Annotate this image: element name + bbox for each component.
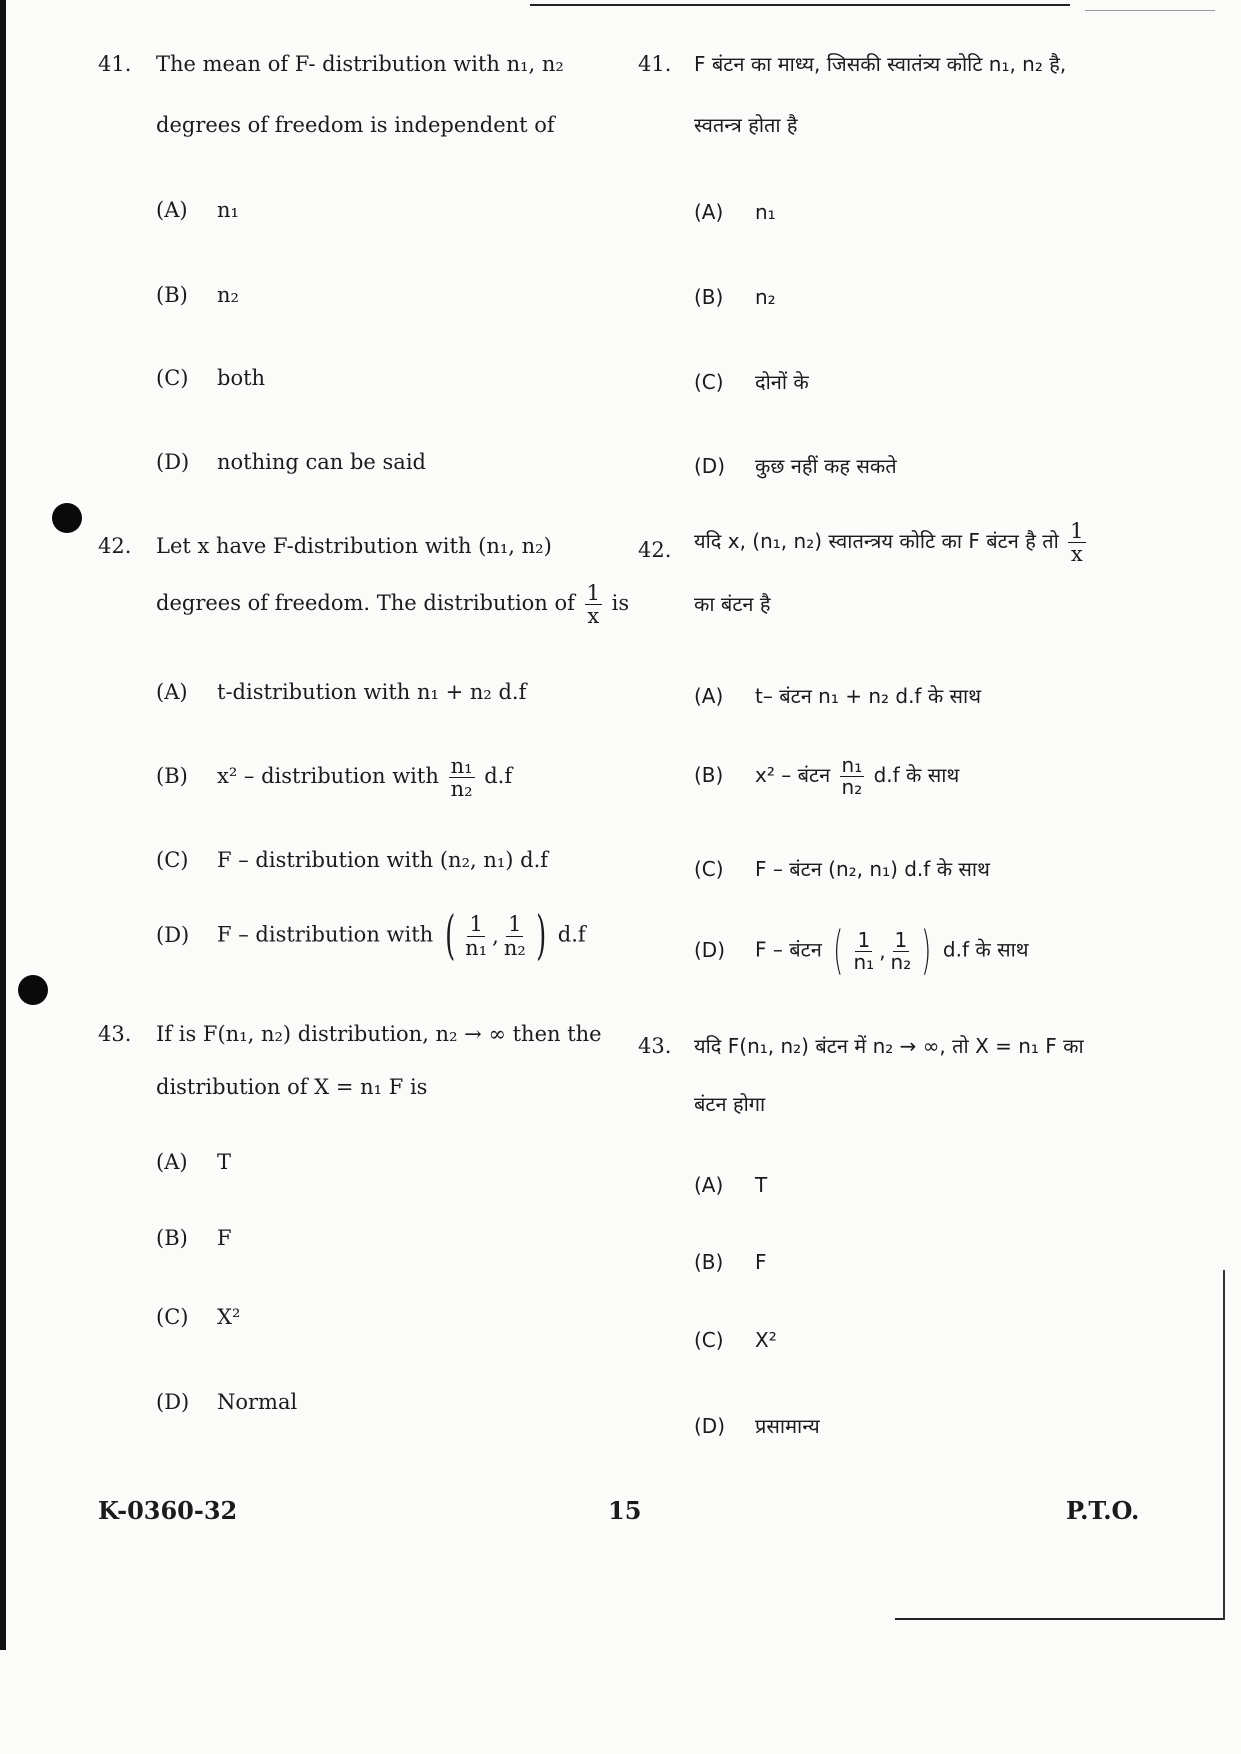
option-text: T [755, 1173, 768, 1197]
option-text: T [217, 1150, 232, 1174]
question-text-en-line1: If is F(n₁, n₂) distribution, n₂ → ∞ then the [156, 1022, 602, 1046]
option-text: F – बंटन (n₂, n₁) d.f के साथ [755, 857, 990, 881]
option-c-hi[interactable] [694, 1328, 777, 1352]
option-a-hi[interactable] [694, 1173, 767, 1197]
parenthesized-fractions: ( $\frac{1}{\text{n₁}}$ , $\frac{1}{\text{n₂}}$ ) [444, 906, 546, 966]
question-number: 41. [98, 52, 132, 76]
option-c-en[interactable] [156, 366, 265, 390]
option-text: Normal [217, 1390, 298, 1414]
option-text: F – distribution with (n₂, n₁) d.f [217, 848, 549, 872]
option-a-hi[interactable] [694, 200, 776, 224]
option-text: F – distribution with [217, 922, 434, 947]
option-label: (C) [156, 1305, 189, 1329]
question-text-hi-line1: यदि F(n₁, n₂) बंटन में n₂ → ∞, तो X = n₁ F का [694, 1034, 1084, 1058]
option-label: (B) [694, 763, 724, 787]
option-text: x² – बंटन [755, 763, 831, 787]
option-a-hi[interactable] [694, 682, 981, 709]
option-text: n₁ [217, 198, 239, 222]
option-label: (C) [694, 857, 724, 881]
question-text-en-line2: distribution of X = n₁ F is [156, 1075, 428, 1099]
option-label: (A) [694, 200, 724, 224]
top-rule [530, 4, 1070, 6]
option-d-en[interactable]: (D) F – distribution with ( $\frac{1}{\text{n₁}}$ , $\frac{1}{\text{n₂}}$ ) d.f [156, 906, 586, 966]
option-c-en[interactable] [156, 1305, 240, 1329]
option-label: (B) [156, 1226, 188, 1250]
parenthesized-fractions: ( $\frac{1}{\text{n₁}}$ , $\frac{1}{\text{n₂}}$ ) [833, 921, 932, 981]
option-c-hi[interactable] [694, 368, 809, 395]
question-text-hi-line1: F बंटन का माध्य, जिसकी स्वातंत्र्य कोटि n₁, n₂ है, [694, 52, 1067, 76]
option-label: (C) [694, 1328, 724, 1352]
scan-edge-bar [0, 0, 6, 1650]
option-text: t– बंटन n₁ + n₂ d.f के साथ [755, 684, 982, 708]
question-text-en-line1: Let x have F-distribution with (n₁, n₂) [156, 534, 552, 558]
option-a-en[interactable] [156, 198, 239, 222]
fraction: $\frac{\text{n₁}}{\text{n₂}}$ [841, 753, 863, 799]
binder-hole-mark [18, 975, 48, 1005]
option-b-hi[interactable]: (B) x² – बंटन $\frac{\text{n₁}}{\text{n₂}}$ d.f के साथ [694, 753, 960, 799]
option-b-hi[interactable] [694, 1250, 767, 1274]
option-label: (D) [156, 922, 190, 947]
option-text: nothing can be said [217, 450, 426, 474]
option-d-hi[interactable] [694, 1412, 820, 1439]
question-text-hi-line2: बंटन होगा [694, 1092, 766, 1116]
option-c-en[interactable] [156, 848, 548, 872]
option-label: (B) [694, 285, 724, 309]
option-label: (B) [694, 1250, 724, 1274]
question-text-en-line2: degrees of freedom is independent of [156, 113, 555, 137]
option-text: F – बंटन [755, 937, 822, 962]
question-text-en-line2: degrees of freedom. The distribution of $\frac{1}{x}$ is [156, 581, 630, 629]
fraction: $\frac{\text{n₁}}{\text{n₂}}$ [450, 754, 473, 802]
option-d-en[interactable] [156, 450, 426, 474]
option-text: कुछ नहीं कह सकते [755, 454, 897, 478]
option-label: (D) [694, 454, 726, 478]
page-number: 15 [608, 1496, 642, 1525]
option-text: प्रसामान्य [755, 1414, 820, 1438]
option-label: (C) [156, 366, 189, 390]
option-label: (D) [694, 937, 726, 962]
option-b-en[interactable] [156, 1226, 232, 1250]
option-d-hi[interactable] [694, 452, 897, 479]
option-label: (A) [156, 1150, 188, 1174]
option-label: (A) [156, 680, 188, 704]
question-number-hi: 42. [638, 538, 672, 562]
option-text: x² – distribution with [217, 764, 439, 789]
option-label: (D) [156, 1390, 190, 1414]
option-d-en[interactable] [156, 1390, 297, 1414]
option-text: n₁ [755, 200, 776, 224]
option-label: (C) [156, 848, 189, 872]
option-b-hi[interactable] [694, 285, 776, 309]
option-text: t-distribution with n₁ + n₂ d.f [217, 680, 527, 704]
option-text: F [217, 1226, 232, 1250]
question-text-hi-line2: स्वतन्त्र होता है [694, 113, 798, 137]
option-label: (B) [156, 283, 188, 307]
option-text: X² [755, 1328, 777, 1352]
question-text-en-line1: The mean of F- distribution with n₁, n₂ [156, 52, 564, 76]
option-text: दोनों के [755, 370, 809, 394]
question-number: 42. [98, 534, 132, 558]
option-label: (A) [694, 1173, 724, 1197]
binder-hole-mark [52, 503, 82, 533]
question-text-hi-line1: यदि x, (n₁, n₂) स्वातन्त्रय कोटि का F बंटन है तो $\frac{1}{x}$ [694, 519, 1084, 567]
question-number-hi: 43. [638, 1034, 672, 1058]
option-label: (D) [694, 1414, 726, 1438]
option-a-en[interactable] [156, 680, 526, 704]
option-d-hi[interactable]: (D) F – बंटन ( $\frac{1}{\text{n₁}}$ , $\frac{1}{\text{n₂}}$ ) d.f के साथ [694, 921, 1029, 981]
option-label: (A) [156, 198, 188, 222]
question-text-hi-line2: का बंटन है [694, 592, 771, 616]
option-b-en[interactable]: (B) x² – distribution with $\frac{\text{n₁}}{\text{n₂}}$ d.f [156, 754, 513, 802]
please-turn-over: P.T.O. [1066, 1496, 1140, 1525]
option-text: n₂ [217, 283, 239, 307]
paper-code: K-0360-32 [98, 1496, 238, 1525]
option-label: (A) [694, 684, 724, 708]
option-text: n₂ [755, 285, 776, 309]
option-text: X² [217, 1305, 241, 1329]
option-text: both [217, 366, 266, 390]
option-c-hi[interactable] [694, 855, 990, 882]
fraction: $\frac{1}{x}$ [586, 581, 600, 629]
bottom-rule [895, 1618, 1225, 1620]
option-text: F [755, 1250, 767, 1274]
right-edge-rule [1223, 1270, 1225, 1620]
option-label: (D) [156, 450, 190, 474]
question-number: 43. [98, 1022, 132, 1046]
option-b-en[interactable] [156, 283, 239, 307]
option-label: (C) [694, 370, 724, 394]
option-label: (B) [156, 764, 188, 789]
top-rule-faint [1085, 10, 1215, 11]
fraction: $\frac{1}{x}$ [1070, 519, 1084, 567]
option-a-en[interactable] [156, 1150, 231, 1174]
question-number-hi: 41. [638, 52, 672, 76]
